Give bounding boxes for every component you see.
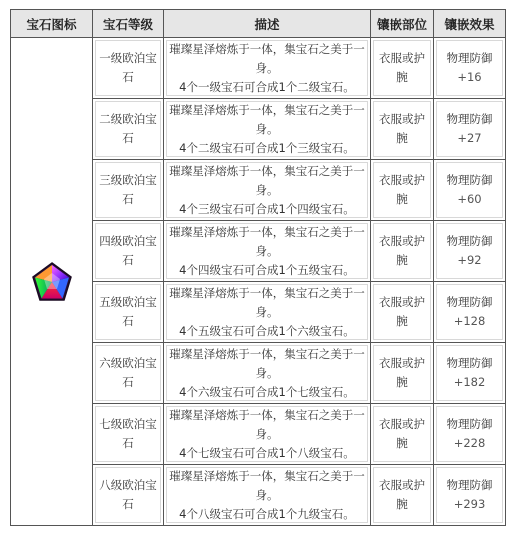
gem-level-cell: 二级欧泊宝石 xyxy=(93,99,164,160)
gem-effect-cell: 物理防御 +60 xyxy=(434,160,506,221)
header-slot: 镶嵌部位 xyxy=(371,10,434,38)
gem-effect-cell: 物理防御 +228 xyxy=(434,404,506,465)
pentagon-gem-icon xyxy=(31,261,73,303)
gem-slot-cell: 衣服或护腕 xyxy=(371,465,434,526)
header-icon: 宝石图标 xyxy=(11,10,93,38)
gem-effect-cell: 物理防御 +128 xyxy=(434,282,506,343)
gem-slot-cell: 衣服或护腕 xyxy=(371,404,434,465)
gem-effect-cell: 物理防御 +27 xyxy=(434,99,506,160)
gem-desc-cell: 璀璨星泽熔炼于一体，集宝石之美于一身。 4个四级宝石可合成1个五级宝石。 xyxy=(164,221,371,282)
gem-level-cell: 七级欧泊宝石 xyxy=(93,404,164,465)
gem-level-cell: 一级欧泊宝石 xyxy=(93,38,164,99)
gem-slot-cell: 衣服或护腕 xyxy=(371,282,434,343)
gem-slot-cell: 衣服或护腕 xyxy=(371,160,434,221)
gem-table xyxy=(10,9,506,526)
gem-level-cell: 五级欧泊宝石 xyxy=(93,282,164,343)
table-header-row xyxy=(11,10,506,38)
gem-level-cell: 八级欧泊宝石 xyxy=(93,465,164,526)
gem-effect-cell: 物理防御 +16 xyxy=(434,38,506,99)
gem-desc-cell: 璀璨星泽熔炼于一体，集宝石之美于一身。 4个一级宝石可合成1个二级宝石。 xyxy=(164,38,371,99)
gem-icon-cell xyxy=(11,38,93,526)
gem-slot-cell: 衣服或护腕 xyxy=(371,343,434,404)
gem-desc-cell: 璀璨星泽熔炼于一体，集宝石之美于一身。 4个八级宝石可合成1个九级宝石。 xyxy=(164,465,371,526)
gem-table-container xyxy=(10,9,506,526)
gem-effect-cell: 物理防御 +92 xyxy=(434,221,506,282)
gem-level-cell: 三级欧泊宝石 xyxy=(93,160,164,221)
header-level: 宝石等级 xyxy=(93,10,164,38)
gem-slot-cell: 衣服或护腕 xyxy=(371,99,434,160)
gem-desc-cell: 璀璨星泽熔炼于一体，集宝石之美于一身。 4个三级宝石可合成1个四级宝石。 xyxy=(164,160,371,221)
gem-level-cell: 六级欧泊宝石 xyxy=(93,343,164,404)
gem-desc-cell: 璀璨星泽熔炼于一体，集宝石之美于一身。 4个五级宝石可合成1个六级宝石。 xyxy=(164,282,371,343)
gem-level-cell: 四级欧泊宝石 xyxy=(93,221,164,282)
gem-effect-cell: 物理防御 +293 xyxy=(434,465,506,526)
header-effect: 镶嵌效果 xyxy=(434,10,506,38)
gem-desc-cell: 璀璨星泽熔炼于一体，集宝石之美于一身。 4个二级宝石可合成1个三级宝石。 xyxy=(164,99,371,160)
table-row xyxy=(11,38,506,99)
gem-slot-cell: 衣服或护腕 xyxy=(371,221,434,282)
gem-slot-cell: 衣服或护腕 xyxy=(371,38,434,99)
gem-effect-cell: 物理防御 +182 xyxy=(434,343,506,404)
header-desc: 描述 xyxy=(164,10,371,38)
gem-desc-cell: 璀璨星泽熔炼于一体，集宝石之美于一身。 4个六级宝石可合成1个七级宝石。 xyxy=(164,343,371,404)
gem-desc-cell: 璀璨星泽熔炼于一体，集宝石之美于一身。 4个七级宝石可合成1个八级宝石。 xyxy=(164,404,371,465)
